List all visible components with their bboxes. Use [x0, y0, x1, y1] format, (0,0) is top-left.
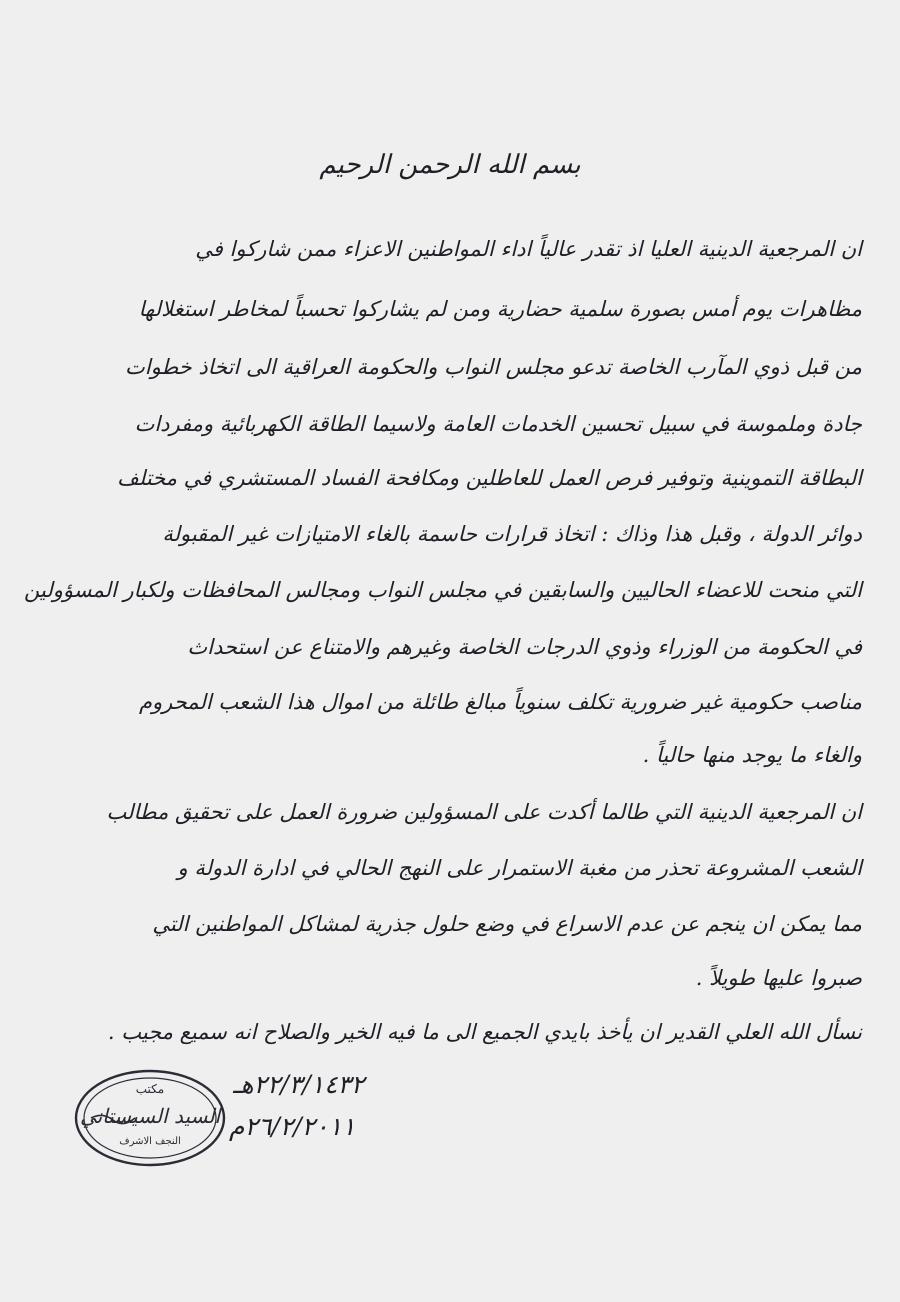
letter-line: الشعب المشروعة تحذر من مغبة الاستمرار على النهج الحالي في ادارة الدولة و	[177, 856, 862, 880]
letter-line: مما يمكن ان ينجم عن عدم الاسراع في وضع حلول جذرية لمشاكل المواطنين التي	[152, 912, 862, 936]
hijri-date: ٢٢/٣/١٤٣٢هـ	[233, 1070, 365, 1099]
letter-line: من قبل ذوي المآرب الخاصة تدعو مجلس النواب والحكومة العراقية الى اتخاذ خطوات	[125, 355, 862, 379]
letter-line: في الحكومة من الوزراء وذوي الدرجات الخاصة وغيرهم والامتناع عن استحداث	[187, 635, 862, 659]
seal-bottom-text: النجف الاشرف	[119, 1136, 181, 1147]
letter-line: ان المرجعية الدينية التي طالما أكدت على المسؤولين ضرورة العمل على تحقيق مطالب	[106, 800, 862, 824]
seal-name-text: السيد السيستاني	[79, 1104, 221, 1128]
letter-line: والغاء ما يوجد منها حالياً .	[642, 743, 862, 767]
letter-line: البطاقة التموينية وتوفير فرص العمل للعاطلين ومكافحة الفساد المستشري في مختلف	[117, 466, 862, 490]
letter-line: مظاهرات يوم أمس بصورة سلمية حضارية ومن لم يشاركوا تحسباً لمخاطر استغلالها	[138, 297, 862, 321]
basmala-heading: بسم الله الرحمن الرحيم	[319, 150, 581, 180]
letter-line: التي منحت للاعضاء الحاليين والسابقين في مجلس النواب ومجالس المحافظات ولكبار المسؤولين	[24, 578, 862, 602]
letter-line: دوائر الدولة ، وقبل هذا وذاك : اتخاذ قرارات حاسمة بالغاء الامتيازات غير المقبولة	[162, 522, 862, 546]
office-seal	[73, 1068, 227, 1168]
letter-line: مناصب حكومية غير ضرورية تكلف سنوياً مبالغ طائلة من اموال هذا الشعب المحروم	[139, 690, 862, 714]
letter-line: ان المرجعية الدينية العليا اذ تقدر عالياً اداء المواطنين الاعزاء ممن شاركوا في	[195, 237, 862, 261]
letter-line: نسأل الله العلي القدير ان يأخذ بايدي الجميع الى ما فيه الخير والصلاح انه سميع مجيب .	[107, 1020, 862, 1044]
gregorian-date: ٢٦/٢/٢٠١١م	[229, 1112, 356, 1141]
letter-line: صبروا عليها طويلاً .	[695, 966, 862, 990]
seal-top-text: مكتب	[135, 1082, 165, 1096]
letter-line: جادة وملموسة في سبيل تحسين الخدمات العامة ولاسيما الطاقة الكهربائية ومفردات	[134, 412, 862, 436]
